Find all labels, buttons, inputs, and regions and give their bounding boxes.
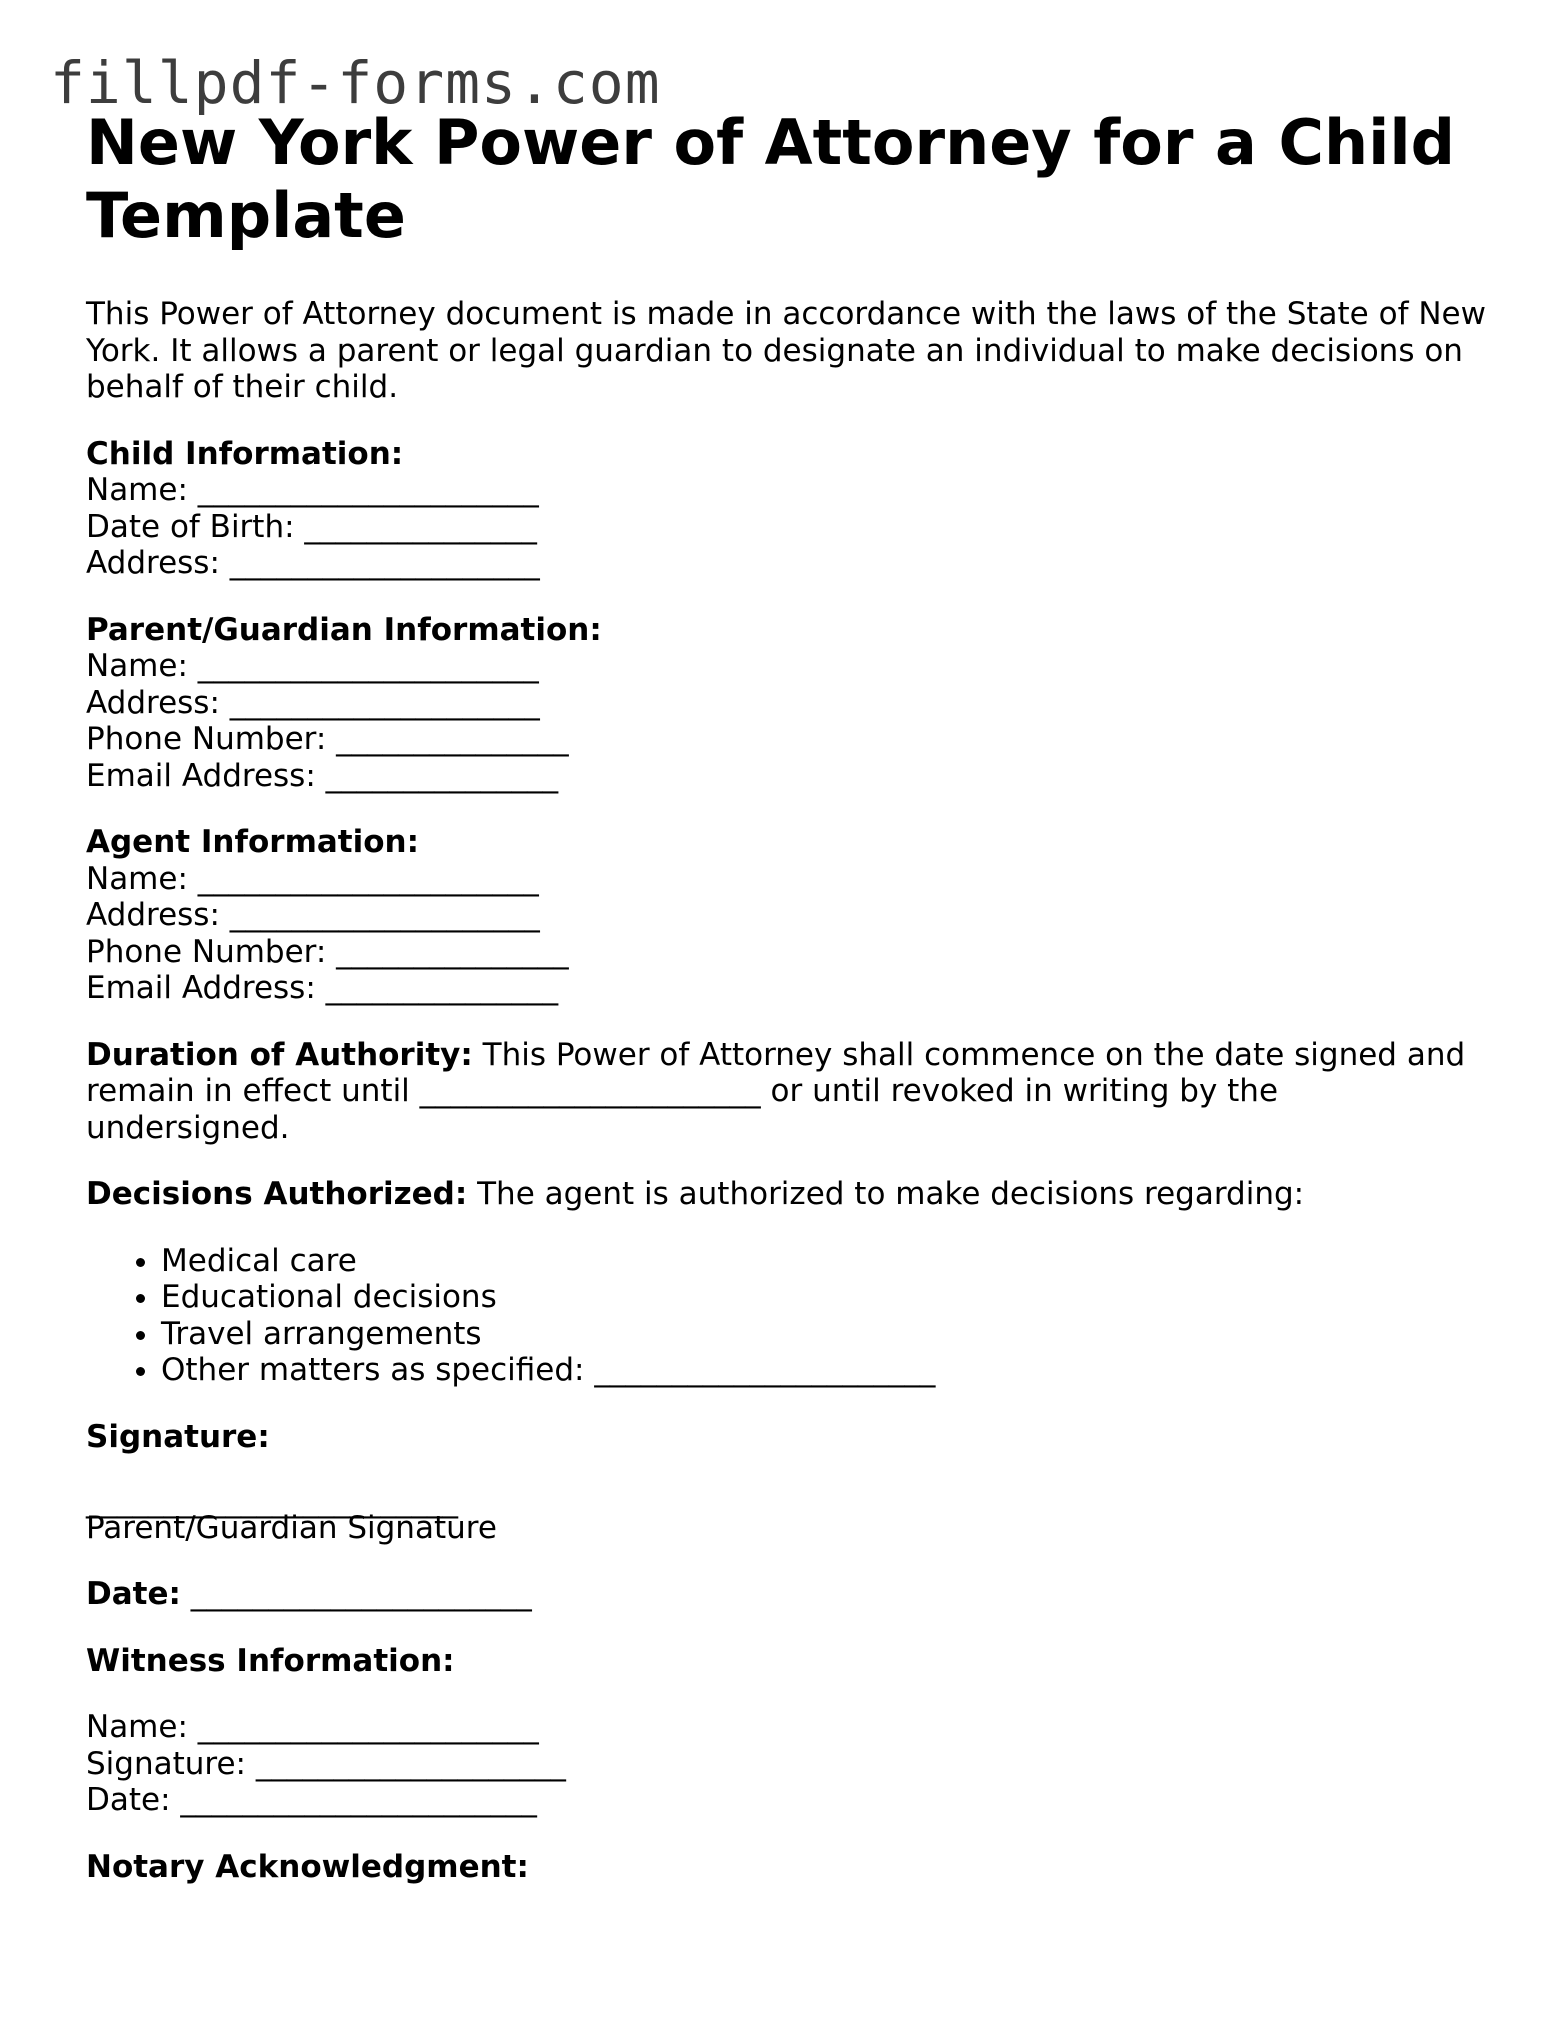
duration-label: Duration of Authority: [86,1036,473,1073]
signature-caption: Parent/Guardian Signature [86,1509,497,1546]
parent-information-section [86,612,1486,795]
date-label: Date: [86,1576,181,1612]
signature-line-field[interactable]: ________________________ [86,1482,458,1519]
duration-line-3: undersigned. [86,1109,290,1146]
decisions-label: Decisions Authorized: [86,1176,468,1212]
witness-date-field[interactable]: Date: _______________________ [86,1782,537,1818]
parent-name-field[interactable]: Name: ______________________ [86,648,539,684]
notary-heading: Notary Acknowledgment: [86,1848,529,1885]
date-blank: ______________________ [180,1576,532,1612]
list-item: • Educational decisions [161,1279,1486,1316]
duration-text: This Power of Attorney shall commence on the date signed and [472,1036,1466,1073]
date-section [86,1576,1486,1613]
other-matters-field[interactable]: • Other matters as specified: ______________________ [161,1352,1486,1389]
notary-section [86,1849,1486,1886]
child-name-field[interactable]: Name: ______________________ [86,472,539,508]
page-title [86,106,1486,252]
agent-address-field[interactable]: Address: ____________________ [86,897,540,933]
child-information-section [86,436,1486,582]
intro-paragraph [86,296,1486,406]
intro-line-3: behalf of their child. [86,369,399,405]
signature-section [86,1419,1486,1547]
agent-phone-field[interactable]: Phone Number: _______________ [86,933,569,970]
title-line-2: Template [86,179,406,252]
agent-information-heading: Agent Information: [86,824,419,860]
witness-section [86,1643,1486,1819]
decisions-list [86,1243,1486,1389]
document-body [86,106,1486,1885]
signature-heading: Signature: [86,1418,270,1455]
list-item: • Medical care [161,1243,1486,1280]
parent-phone-field[interactable]: Phone Number: _______________ [86,721,569,757]
agent-name-field[interactable]: Name: ______________________ [86,860,539,897]
duration-section [86,1037,1486,1147]
agent-information-section [86,824,1486,1007]
parent-email-field[interactable]: Email Address: _______________ [86,757,559,794]
child-information-heading: Child Information: [86,435,404,472]
agent-email-field[interactable]: Email Address: _______________ [86,970,559,1006]
duration-line-1 [86,1037,1486,1074]
decisions-text: The agent is authorized to make decisions regarding: [467,1176,1305,1212]
witness-spacer [86,1679,1486,1709]
witness-signature-field[interactable]: Signature: ____________________ [86,1745,566,1782]
list-item: • Travel arrangements [161,1316,1486,1353]
witness-heading: Witness Information: [86,1642,455,1679]
intro-line-2: York. It allows a parent or legal guardian to designate an individual to make decisions on [86,332,1463,369]
intro-line-1: This Power of Attorney document is made in accordance with the laws of the State of New [86,296,1486,332]
witness-name-field[interactable]: Name: ______________________ [86,1709,539,1745]
child-dob-field[interactable]: Date of Birth: _______________ [86,508,537,545]
decisions-intro [86,1176,1486,1213]
watermark-text: fillpdf-forms.com [50,49,661,117]
parent-address-field[interactable]: Address: ____________________ [86,684,540,721]
title-line-1: New York Power of Attorney for a Child [86,106,1455,179]
duration-end-field[interactable]: remain in effect until ______________________ or until revoked in writing by the [86,1073,1279,1109]
parent-information-heading: Parent/Guardian Information: [86,611,602,648]
decisions-section [86,1176,1486,1213]
date-line[interactable] [86,1576,1486,1613]
child-address-field[interactable]: Address: ____________________ [86,545,540,581]
